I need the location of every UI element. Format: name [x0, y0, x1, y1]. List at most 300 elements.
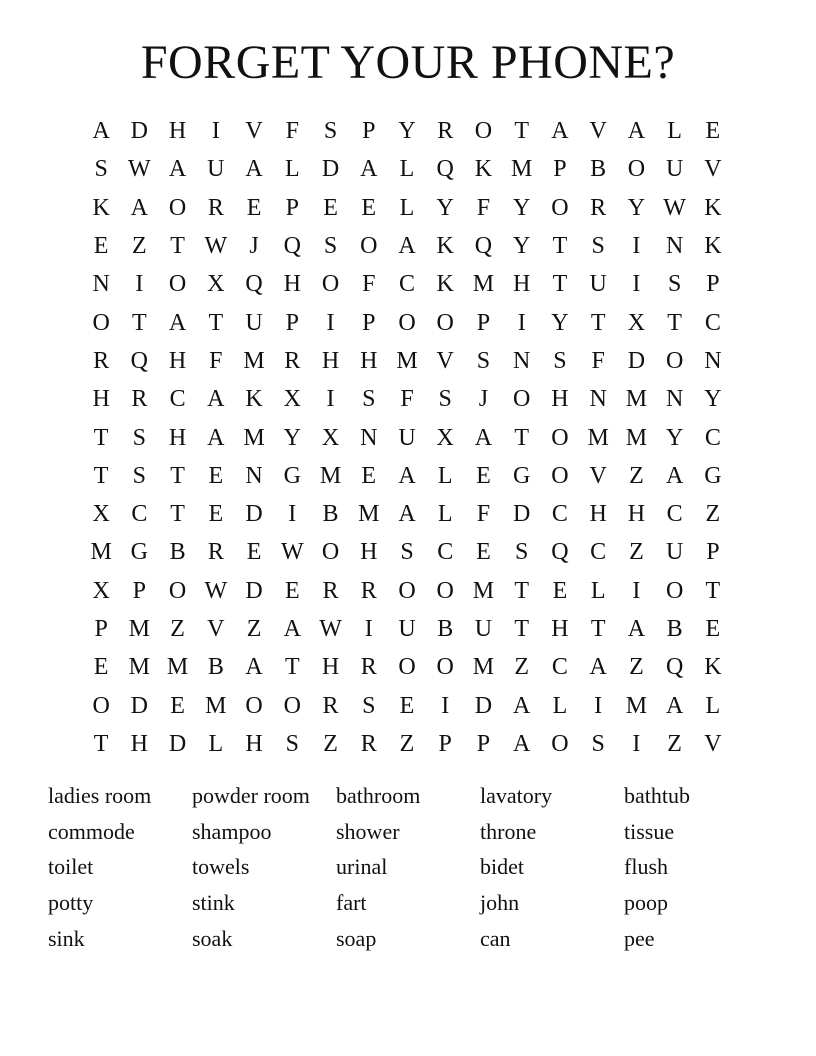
grid-letter: H [168, 424, 187, 451]
grid-letter: O [436, 309, 454, 336]
grid-letter: I [441, 692, 450, 719]
grid-letter: Z [514, 654, 530, 681]
grid-letter: H [551, 386, 569, 413]
grid-letter: L [399, 194, 415, 221]
grid-letter: Y [665, 424, 684, 451]
grid-letter: T [93, 730, 109, 757]
word-list-item: john [480, 890, 520, 916]
grid-letter: G [130, 539, 149, 566]
grid-letter: U [665, 156, 684, 183]
grid-letter: S [362, 386, 376, 413]
grid-letter: Z [705, 501, 721, 528]
grid-letter: M [128, 616, 151, 642]
word-list-item: stink [192, 890, 235, 916]
grid-letter: F [476, 501, 491, 528]
grid-letter: A [130, 194, 149, 221]
grid-letter: S [553, 347, 567, 374]
grid-letter: O [627, 156, 646, 183]
grid-letter: Q [665, 654, 684, 681]
grid-letter: H [321, 347, 340, 374]
grid-letter: M [472, 271, 495, 298]
grid-letter: W [280, 539, 304, 566]
word-list-item: ladies room [48, 783, 152, 808]
grid-letter: C [551, 654, 568, 681]
word-search-grid [82, 112, 732, 763]
grid-letter: A [627, 118, 646, 145]
grid-letter: P [285, 309, 299, 336]
grid-letter: N [360, 424, 378, 451]
grid-letter: S [362, 692, 376, 719]
grid-row [82, 418, 732, 456]
grid-letter: K [704, 654, 722, 681]
grid-letter: L [667, 118, 682, 145]
grid-letter: H [283, 271, 301, 298]
grid-letter: H [360, 347, 378, 374]
grid-letter: A [398, 501, 416, 528]
grid-letter: U [589, 271, 607, 298]
grid-letter: R [360, 654, 377, 681]
grid-letter: A [398, 233, 416, 260]
grid-letter: P [132, 577, 147, 604]
grid-letter: L [284, 156, 300, 183]
grid-letter: T [590, 616, 606, 642]
grid-letter: V [704, 156, 722, 183]
grid-letter: R [437, 118, 454, 145]
grid-letter: S [515, 539, 529, 566]
grid-letter: X [436, 424, 454, 451]
grid-letter: O [398, 309, 416, 336]
grid-letter: D [168, 730, 187, 757]
grid-letter: Z [399, 730, 415, 757]
grid-letter: A [474, 424, 493, 451]
grid-letter: S [94, 156, 108, 183]
grid-letter: E [705, 118, 721, 145]
grid-letter: N [513, 347, 531, 374]
grid-letter: Q [474, 233, 493, 260]
grid-letter: T [132, 309, 147, 336]
grid-letter: M [625, 424, 648, 451]
grid-letter: S [667, 271, 682, 298]
word-list-item: pee [624, 925, 655, 951]
grid-letter: H [168, 118, 187, 145]
grid-letter: C [704, 309, 721, 336]
grid-row [82, 457, 732, 495]
grid-letter: S [591, 233, 605, 260]
grid-letter: U [398, 616, 416, 642]
grid-letter: X [92, 577, 110, 604]
grid-letter: L [590, 577, 606, 604]
grid-letter: O [92, 692, 110, 719]
grid-row [82, 189, 732, 227]
grid-letter: J [478, 386, 489, 413]
grid-letter: A [513, 730, 531, 757]
grid-letter: D [321, 156, 340, 183]
grid-letter: U [474, 616, 493, 642]
grid-letter: C [590, 539, 607, 566]
word-list-item: urinal [336, 854, 388, 880]
grid-letter: P [438, 730, 452, 757]
grid-letter: Z [629, 539, 644, 566]
grid-letter: R [284, 347, 301, 374]
grid-letter: I [326, 386, 335, 413]
grid-letter: N [665, 386, 684, 413]
grid-letter: F [400, 386, 414, 413]
grid-row [82, 112, 732, 150]
grid-letter: A [168, 156, 187, 183]
grid-letter: C [131, 501, 148, 528]
grid-letter: E [246, 539, 262, 566]
grid-letter: X [627, 309, 646, 336]
grid-letter: F [591, 347, 605, 374]
grid-letter: H [551, 616, 569, 642]
grid-letter: H [168, 347, 187, 374]
grid-letter: E [552, 577, 568, 604]
grid-row [82, 686, 732, 724]
grid-letter: L [705, 692, 721, 719]
grid-letter: B [437, 616, 454, 642]
grid-letter: B [666, 616, 683, 642]
word-list-item: bathroom [336, 783, 421, 808]
grid-letter: T [514, 616, 530, 642]
grid-letter: A [245, 654, 263, 681]
grid-letter: E [93, 654, 109, 681]
grid-letter: L [437, 501, 453, 528]
grid-letter: D [245, 501, 263, 528]
grid-letter: M [243, 424, 265, 451]
grid-letter: O [168, 271, 187, 298]
grid-letter: I [288, 501, 297, 528]
grid-letter: S [476, 347, 491, 374]
grid-letter: P [553, 156, 567, 183]
grid-letter: Q [436, 156, 454, 183]
grid-letter: M [358, 501, 380, 528]
grid-letter: O [551, 194, 569, 221]
grid-letter: Y [283, 424, 301, 451]
grid-letter: R [590, 194, 607, 221]
grid-letter: T [170, 462, 185, 489]
grid-letter: N [92, 271, 110, 298]
grid-letter: R [322, 692, 339, 719]
grid-letter: Y [704, 386, 722, 413]
word-list-item: sink [48, 925, 85, 951]
word-list-item: soak [192, 925, 233, 951]
grid-letter: A [398, 462, 416, 489]
grid-letter: O [551, 730, 569, 757]
grid-letter: B [322, 501, 339, 528]
grid-row [82, 533, 732, 571]
grid-row [82, 495, 732, 533]
grid-letter: Q [130, 347, 149, 374]
grid-letter: A [92, 118, 110, 145]
grid-letter: N [704, 347, 722, 374]
grid-letter: K [474, 156, 493, 183]
word-list-item: lavatory [480, 783, 553, 808]
grid-letter: I [632, 271, 641, 298]
grid-letter: Q [551, 539, 569, 566]
word-list-item: towels [192, 854, 250, 880]
grid-letter: A [513, 692, 531, 719]
grid-letter: O [283, 692, 301, 719]
grid-letter: I [211, 118, 220, 145]
grid-letter: R [360, 730, 377, 757]
grid-letter: A [627, 616, 646, 642]
grid-letter: K [436, 271, 454, 298]
grid-letter: L [399, 156, 415, 183]
grid-row [82, 303, 732, 341]
grid-letter: U [245, 309, 263, 336]
grid-letter: Y [513, 194, 531, 221]
grid-letter: O [168, 577, 187, 604]
grid-letter: V [704, 730, 722, 757]
word-list-item: bidet [480, 854, 524, 880]
grid-letter: O [436, 577, 454, 604]
grid-letter: A [665, 692, 684, 719]
grid-letter: N [245, 462, 263, 489]
grid-letter: Y [627, 194, 646, 221]
grid-letter: O [513, 386, 531, 413]
grid-letter: K [704, 194, 722, 221]
grid-letter: O [551, 424, 569, 451]
grid-letter: D [245, 577, 263, 604]
grid-letter: L [437, 462, 453, 489]
word-list-item: bathtub [624, 783, 690, 808]
grid-letter: D [474, 692, 493, 719]
grid-letter: E [170, 692, 185, 719]
grid-letter: W [204, 233, 228, 260]
word-list-item: poop [624, 890, 668, 916]
grid-row [82, 648, 732, 686]
grid-letter: O [168, 194, 187, 221]
grid-letter: P [706, 271, 720, 298]
grid-letter: Z [132, 233, 147, 260]
grid-letter: R [207, 539, 224, 566]
grid-letter: A [283, 616, 301, 642]
word-list-item: can [480, 925, 511, 951]
word-list-item: tissue [624, 818, 675, 844]
grid-letter: G [513, 462, 531, 489]
grid-letter: T [590, 309, 606, 336]
grid-row [82, 342, 732, 380]
grid-letter: O [92, 309, 110, 336]
grid-letter: V [436, 347, 454, 374]
grid-letter: Y [513, 233, 531, 260]
grid-letter: F [209, 347, 223, 374]
grid-letter: S [132, 424, 147, 451]
grid-letter: O [398, 577, 416, 604]
grid-letter: S [323, 118, 338, 145]
grid-letter: I [364, 616, 373, 642]
grid-letter: G [283, 462, 301, 489]
grid-letter: R [360, 577, 377, 604]
grid-letter: U [665, 539, 684, 566]
grid-letter: I [135, 271, 144, 298]
grid-letter: T [705, 577, 721, 604]
grid-letter: K [436, 233, 454, 260]
grid-letter: V [207, 616, 225, 642]
grid-letter: F [476, 194, 491, 221]
grid-letter: P [476, 730, 491, 757]
grid-letter: I [632, 577, 641, 604]
grid-letter: C [666, 501, 683, 528]
grid-letter: T [667, 309, 682, 336]
grid-letter: S [323, 233, 338, 260]
grid-letter: S [400, 539, 414, 566]
grid-letter: O [321, 539, 340, 566]
grid-letter: C [437, 539, 454, 566]
grid-letter: R [93, 347, 110, 374]
grid-letter: R [322, 577, 339, 604]
grid-letter: M [625, 692, 648, 719]
grid-letter: F [362, 271, 376, 298]
grid-letter: Z [246, 616, 262, 642]
grid-letter: E [208, 462, 224, 489]
grid-letter: S [591, 730, 605, 757]
grid-letter: Z [170, 616, 185, 642]
grid-letter: Q [283, 233, 301, 260]
grid-letter: O [665, 577, 684, 604]
grid-letter: H [245, 730, 263, 757]
grid-letter: W [204, 577, 228, 604]
grid-row [82, 150, 732, 188]
grid-letter: W [128, 156, 151, 183]
grid-letter: M [205, 692, 227, 719]
grid-letter: T [552, 271, 568, 298]
grid-letter: M [472, 577, 495, 604]
grid-letter: T [170, 233, 185, 260]
grid-letter: P [285, 194, 299, 221]
word-list-item: potty [48, 890, 94, 916]
word-list-item: flush [624, 854, 668, 880]
grid-letter: Y [436, 194, 454, 221]
grid-letter: I [594, 692, 603, 719]
grid-letter: T [552, 233, 568, 260]
grid-letter: E [246, 194, 262, 221]
grid-letter: A [207, 386, 225, 413]
grid-letter: M [319, 462, 342, 489]
grid-letter: A [551, 118, 569, 145]
grid-letter: H [513, 271, 531, 298]
grid-letter: X [92, 501, 110, 528]
grid-letter: O [551, 462, 569, 489]
grid-letter: C [398, 271, 415, 298]
grid-letter: E [476, 462, 491, 489]
grid-letter: H [360, 539, 378, 566]
grid-letter: X [321, 424, 340, 451]
grid-letter: I [632, 233, 641, 260]
grid-letter: H [92, 386, 110, 413]
word-list-item: powder room [192, 783, 310, 808]
grid-letter: D [130, 118, 149, 145]
grid-letter: W [663, 194, 686, 221]
grid-letter: I [326, 309, 335, 336]
grid-letter: T [93, 462, 109, 489]
grid-letter: X [283, 386, 301, 413]
grid-row [82, 610, 732, 648]
grid-letter: M [128, 654, 151, 681]
grid-row [82, 380, 732, 418]
grid-row [82, 725, 732, 763]
grid-letter: D [130, 692, 149, 719]
word-list-item: soap [336, 925, 377, 951]
grid-letter: L [208, 730, 224, 757]
grid-letter: H [627, 501, 646, 528]
grid-letter: Q [245, 271, 263, 298]
grid-letter: K [704, 233, 722, 260]
word-list-item: toilet [48, 854, 94, 880]
grid-letter: A [207, 424, 225, 451]
grid-letter: L [552, 692, 568, 719]
grid-letter: E [93, 233, 109, 260]
grid-letter: M [90, 539, 112, 566]
grid-row [82, 227, 732, 265]
grid-letter: A [665, 462, 684, 489]
grid-letter: C [551, 501, 568, 528]
grid-letter: D [513, 501, 531, 528]
grid-letter: C [169, 386, 186, 413]
grid-letter: A [589, 654, 607, 681]
grid-letter: E [208, 501, 224, 528]
grid-letter: O [360, 233, 378, 260]
grid-letter: M [243, 347, 265, 374]
grid-letter: S [285, 730, 299, 757]
grid-letter: P [362, 309, 376, 336]
grid-letter: J [249, 233, 259, 260]
word-list-item: fart [336, 890, 367, 916]
grid-letter: E [361, 462, 377, 489]
grid-letter: O [321, 271, 340, 298]
grid-letter: M [472, 654, 495, 681]
grid-letter: H [130, 730, 149, 757]
grid-letter: E [284, 577, 300, 604]
grid-letter: P [362, 118, 376, 145]
grid-letter: E [361, 194, 377, 221]
grid-letter: T [170, 501, 185, 528]
grid-letter: M [166, 654, 189, 681]
grid-letter: G [704, 462, 722, 489]
grid-letter: M [396, 347, 418, 374]
grid-letter: N [589, 386, 607, 413]
grid-letter: H [589, 501, 607, 528]
grid-letter: V [245, 118, 263, 145]
grid-letter: Z [629, 654, 644, 681]
grid-letter: P [94, 616, 108, 642]
grid-letter: R [207, 194, 224, 221]
grid-letter: O [398, 654, 416, 681]
grid-letter: O [474, 118, 493, 145]
grid-letter: T [93, 424, 109, 451]
grid-row [82, 265, 732, 303]
grid-letter: E [476, 539, 491, 566]
word-list-item: throne [480, 818, 537, 844]
grid-letter: S [438, 386, 452, 413]
grid-letter: T [514, 424, 530, 451]
grid-letter: M [587, 424, 609, 451]
grid-letter: Z [667, 730, 682, 757]
word-list [48, 779, 768, 957]
grid-letter: V [589, 462, 607, 489]
grid-letter: Y [551, 309, 569, 336]
grid-letter: T [284, 654, 300, 681]
grid-letter: C [704, 424, 721, 451]
grid-letter: P [476, 309, 491, 336]
grid-letter: U [207, 156, 225, 183]
grid-letter: E [705, 616, 721, 642]
grid-letter: T [514, 118, 530, 145]
grid-letter: A [168, 309, 187, 336]
grid-letter: W [319, 616, 342, 642]
word-list-item: shampoo [192, 818, 272, 844]
grid-letter: B [207, 654, 224, 681]
